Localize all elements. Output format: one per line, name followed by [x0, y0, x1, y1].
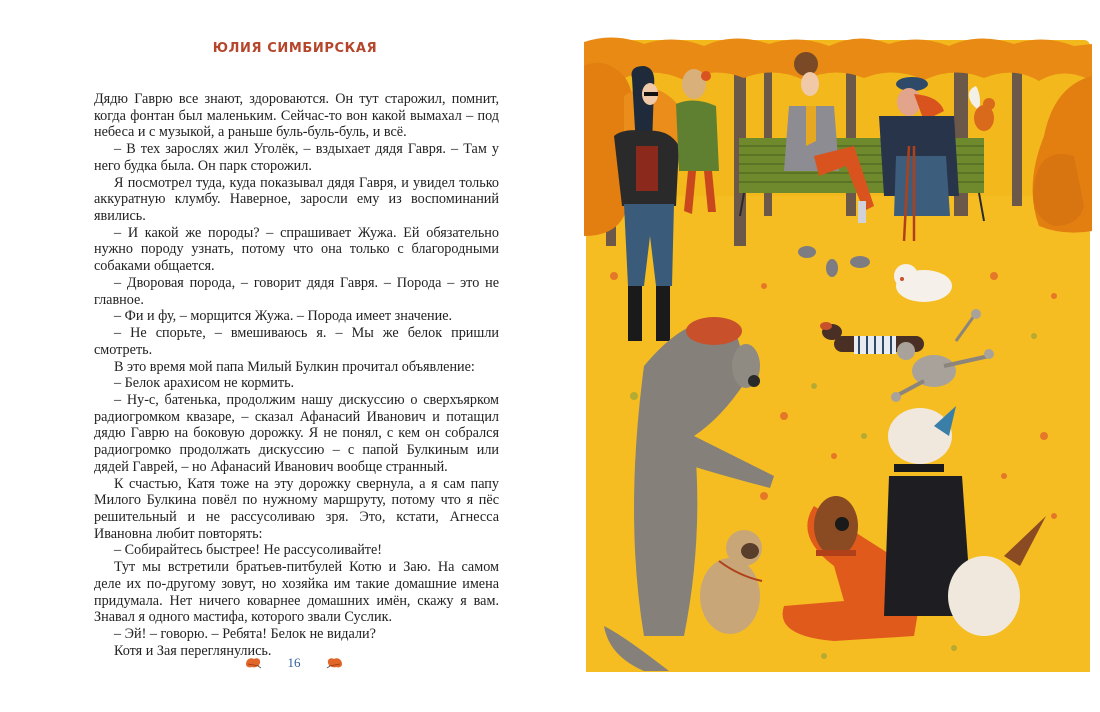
- body-text: [94, 91, 499, 659]
- paragraph: – Собирайтесь быстрее! Не рассусоливайте!: [114, 542, 383, 559]
- paragraph: Тут мы встретили братьев-питбулей Котю и Заю. На самом деле их по-другому зовут, но хозяйка им такие домашние имена придумала. Нет ничего коварнее домашних имён, скажу я вам. Знавал я одного мастифа, которого звали Суслик.: [94, 559, 499, 626]
- paragraph: – Фи и фу, – морщится Жужа. – Порода имеет значение.: [114, 308, 453, 325]
- paragraph: Котя и Зая переглянулись.: [114, 642, 272, 659]
- page-folio: [244, 652, 344, 674]
- paragraph: В это время мой папа Милый Булкин прочитал объявление:: [114, 358, 475, 375]
- paragraph: – И какой же породы? – спрашивает Жужа. Ей обязательно нужно породу узнать, потому что она только с благородными собаками общается.: [94, 224, 499, 275]
- page-number: 16: [287, 655, 301, 670]
- paragraph: – В тех зарослях жил Уголёк, – вздыхает дядя Гавря. – Там у него будка была. Он парк сторожил.: [94, 141, 499, 174]
- paragraph: – Эй! – говорю. – Ребята! Белок не видали?: [114, 626, 376, 642]
- paragraph: Я посмотрел туда, куда показывал дядя Гавря, и увидел только аккуратную клумбу. Наверное, заросли ему из воспоминаний явились.: [94, 174, 499, 225]
- illustration-artwork: [584, 36, 1092, 676]
- park-dogs-illustration: [584, 36, 1092, 676]
- paragraph: – Дворовая порода, – говорит дядя Гавря. – Порода – это не главное.: [94, 274, 499, 308]
- paragraph: – Ну-с, батенька, продолжим нашу дискуссию о сверхъярком радиогромком квазаре, – сказал Афанасий Иванович и потащил дядю Гаврю на боковую дорожку. Я не понял, с кем он собрался радиогромко продолжать дискуссию – с папой Булкиным или дядей Гаврей, – но Афанасий Иванович вообще странный.: [94, 391, 499, 475]
- paragraph: – Белок арахисом не кормить.: [114, 375, 295, 392]
- paragraph: Дядю Гаврю все знают, здороваются. Он тут старожил, помнит, когда фонтан был маленьким. Сейчас-то вон какой вымахал – под небеса и с музыкой, а раньше буль-буль-буль, и всё.: [94, 91, 499, 141]
- running-head-author: ЮЛИЯ СИМБИРСКАЯ: [212, 41, 378, 56]
- leaf-ornament-right-icon: [326, 656, 344, 670]
- leaf-ornament-left-icon: [244, 656, 262, 670]
- paragraph: – Не спорьте, – вмешиваюсь я. – Мы же белок пришли смотреть.: [94, 325, 499, 358]
- paragraph: К счастью, Катя тоже на эту дорожку свернула, а я сам папу Милого Булкина повёл по нужному маршруту, потому что я пёс решительный и не рассусоливаю зря. Это, кстати, Агнесса Ивановна любит повторять:: [94, 475, 499, 542]
